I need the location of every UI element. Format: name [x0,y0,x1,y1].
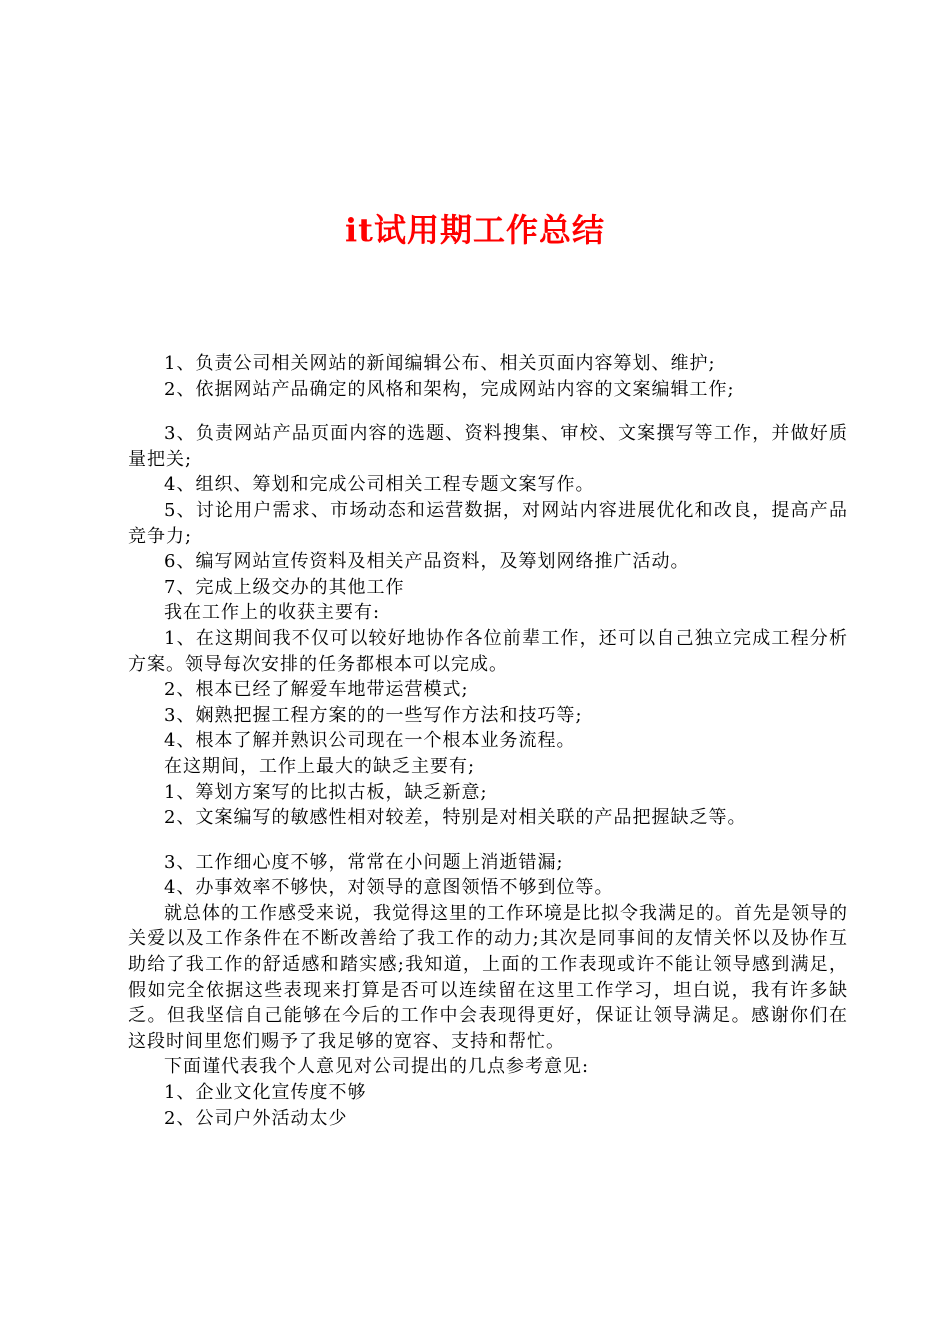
paragraph-shortcoming-3: 3、工作细心度不够，常常在小问题上消逝错漏; [164,851,564,873]
paragraph-gain-1: 1、在这期间我不仅可以较好地协作各位前辈工作，还可以自己独立完成工程分析方案。领导每次安排的任务都根本可以完成。 [128,627,848,675]
document-title: it试用期工作总结 [345,211,605,249]
document-body [128,351,848,1131]
paragraph-gain-2: 2、根本已经了解爱车地带运营模式; [164,679,469,701]
paragraph-duty-6: 6、编写网站宣传资料及相关产品资料，及筹划网络推广活动。 [164,551,690,573]
paragraph-duty-2: 2、依据网站产品确定的风格和架构，完成网站内容的文案编辑工作; [164,378,735,400]
paragraph-gains-heading: 我在工作上的收获主要有: [164,602,381,624]
paragraph-shortcoming-2: 2、文案编写的敏感性相对较差，特别是对相关联的产品把握缺乏等。 [164,807,747,829]
paragraph-duty-3: 3、负责网站产品页面内容的选题、资料搜集、审校、文案撰写等工作，并做好质量把关; [128,423,848,470]
paragraph-gain-3: 3、娴熟把握工程方案的的一些写作方法和技巧等; [164,704,583,726]
paragraph-duty-5: 5、讨论用户需求、市场动态和运营数据，对网站内容进展优化和改良，提高产品竞争力; [128,499,848,547]
paragraph-suggestion-2: 2、公司户外活动太少 [164,1107,348,1129]
paragraph-duty-1: 1、负责公司相关网站的新闻编辑公布、相关页面内容筹划、维护; [164,353,716,374]
paragraph-shortcomings-heading: 在这期间，工作上最大的缺乏主要有; [164,755,476,777]
paragraph-shortcoming-1: 1、筹划方案写的比拟古板，缺乏新意; [164,781,488,803]
paragraph-suggestion-1: 1、企业文化宣传度不够 [164,1082,367,1104]
paragraph-overall-feeling: 就总体的工作感受来说，我觉得这里的工作环境是比拟令我满足的。首先是领导的关爱以及工作条件在不断改善给了我工作的动力;其次是同事间的友情关怀以及协作互助给了我工作的舒适感和踏实感;我知道，上面的工作表现或许不能让领导感到满足，假如完全依据这些表现来打算是否可以连续留在这里工作学习，坦白说，我有许多缺乏。但我坚信自己能够在今后的工作中会表现得更好，保证让领导满足。感谢你们在这段时间里您们赐予了我足够的宽容、支持和帮忙。 [128,902,848,1052]
paragraph-duty-4: 4、组织、筹划和完成公司相关工程专题文案写作。 [164,474,595,496]
paragraph-gain-4: 4、根本了解并熟识公司现在一个根本业务流程。 [164,730,576,752]
paragraph-shortcoming-4: 4、办事效率不够快，对领导的意图领悟不够到位等。 [164,877,614,899]
paragraph-duty-7: 7、完成上级交办的其他工作 [164,576,405,598]
paragraph-suggestions-heading: 下面谨代表我个人意见对公司提出的几点参考意见: [164,1056,590,1078]
